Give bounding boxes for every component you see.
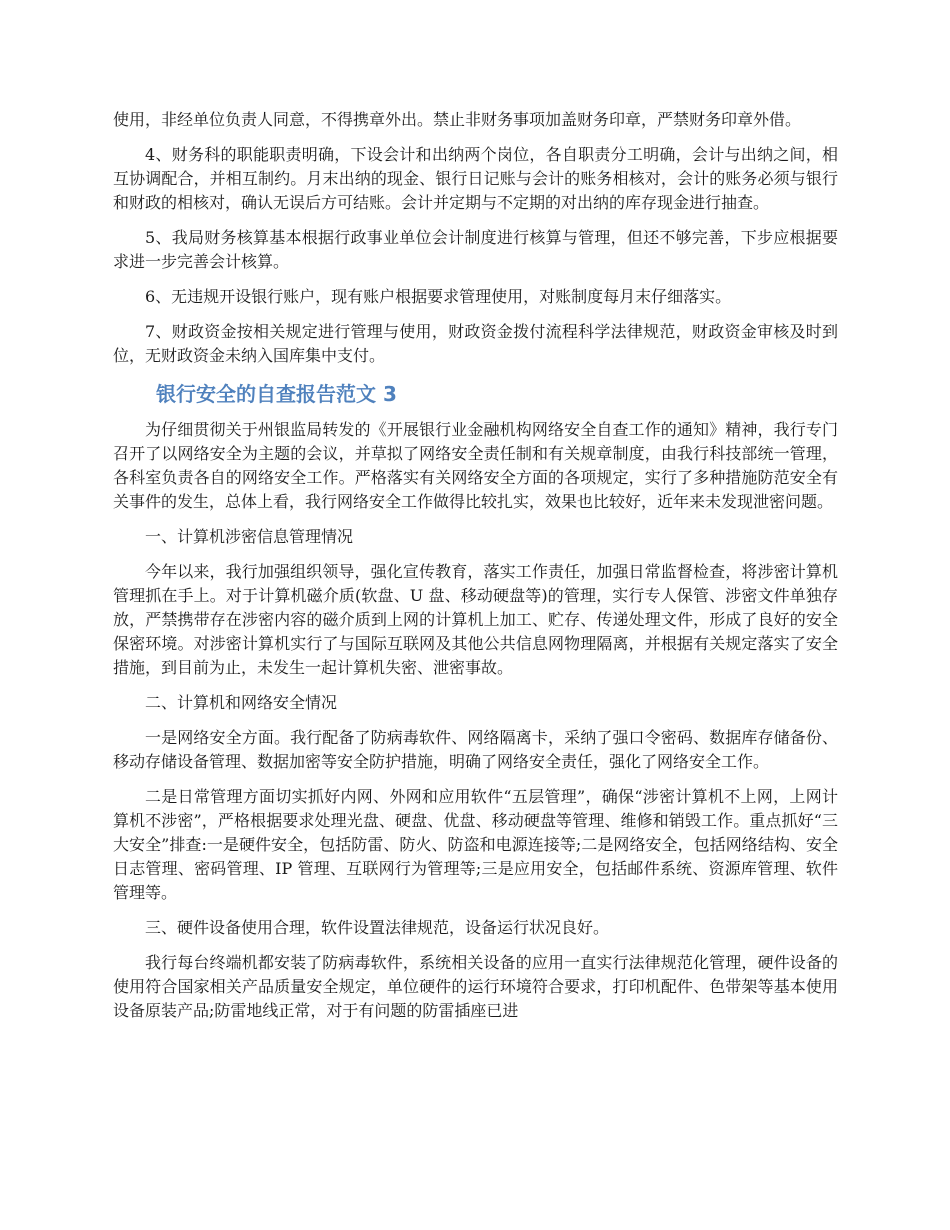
body-paragraph: 今年以来，我行加强组织领导，强化宣传教育，落实工作责任，加强日常监督检查，将涉密计算机管理抓在手上。对于计算机磁介质(软盘、U 盘、移动硬盘等)的管理，实行专人保管、涉密文件单独存放，严禁携带存在涉密内容的磁介质到上网的计算机上加工、贮存、传递处理文件，形成了良好的安全保密环境。对涉密计算机实行了与国际互联网及其他公共信息网物理隔离，并根据有关规定落实了安全措施，到目前为止，未发生一起计算机失密、泄密事故。 xyxy=(113,562,838,677)
body-paragraph: 二是日常管理方面切实抓好内网、外网和应用软件“五层管理”，确保“涉密计算机不上网，上网计算机不涉密”，严格根据要求处理光盘、硬盘、优盘、移动硬盘等管理、维修和销毁工作。重点抓好“三大安全”排查:一是硬件安全，包括防雷、防火、防盗和电源连接等;二是网络安全，包括网络结构、安全日志管理、密码管理、IP 管理、互联网行为管理等;三是应用安全，包括邮件系统、资源库管理、软件管理等。 xyxy=(113,787,838,902)
body-paragraph: 三、硬件设备使用合理，软件设置法律规范，设备运行状况良好。 xyxy=(145,918,610,937)
document-page xyxy=(113,108,838,1034)
body-paragraph: 使用，非经单位负责人同意，不得携章外出。禁止非财务事项加盖财务印章，严禁财务印章外借。 xyxy=(113,110,802,129)
body-paragraph: 5、我局财务核算基本根据行政事业单位会计制度进行核算与管理，但还不够完善，下步应根据要求进一步完善会计核算。 xyxy=(113,228,838,271)
body-paragraph: 7、财政资金按相关规定进行管理与使用，财政资金拨付流程科学法律规范，财政资金审核及时到位，无财政资金未纳入国库集中支付。 xyxy=(113,322,838,365)
body-paragraph: 为仔细贯彻关于州银监局转发的《开展银行业金融机构网络安全自查工作的通知》精神，我行专门召开了以网络安全为主题的会议，并草拟了网络安全责任制和有关规章制度，由我行科技部统一管理，各科室负责各自的网络安全工作。严格落实有关网络安全方面的各项规定，实行了多种措施防范安全有关事件的发生，总体上看，我行网络安全工作做得比较扎实，效果也比较好，近年来未发现泄密问题。 xyxy=(113,420,838,511)
body-paragraph: 二、计算机和网络安全情况 xyxy=(145,693,338,712)
body-paragraph: 4、财务科的职能职责明确，下设会计和出纳两个岗位，各自职责分工明确，会计与出纳之间，相互协调配合，并相互制约。月末出纳的现金、银行日记账与会计的账务相核对，会计的账务必须与银行和财政的相核对，确认无误后方可结账。会计并定期与不定期的对出纳的库存现金进行抽查。 xyxy=(113,145,838,212)
body-paragraph: 我行每台终端机都安装了防病毒软件，系统相关设备的应用一直实行法律规范化管理，硬件设备的使用符合国家相关产品质量安全规定，单位硬件的运行环境符合要求，打印机配件、色带架等基本使用设备原装产品;防雷地线正常，对于有问题的防雷插座已进 xyxy=(113,953,838,1020)
body-paragraph: 6、无违规开设银行账户，现有账户根据要求管理使用，对账制度每月末仔细落实。 xyxy=(145,287,732,306)
body-paragraph: 一、计算机涉密信息管理情况 xyxy=(145,527,354,546)
section-heading: 银行安全的自查报告范文 3 xyxy=(156,382,397,406)
body-paragraph: 一是网络安全方面。我行配备了防病毒软件、网络隔离卡，采纳了强口令密码、数据库存储备份、移动存储设备管理、数据加密等安全防护措施，明确了网络安全责任，强化了网络安全工作。 xyxy=(113,728,838,771)
